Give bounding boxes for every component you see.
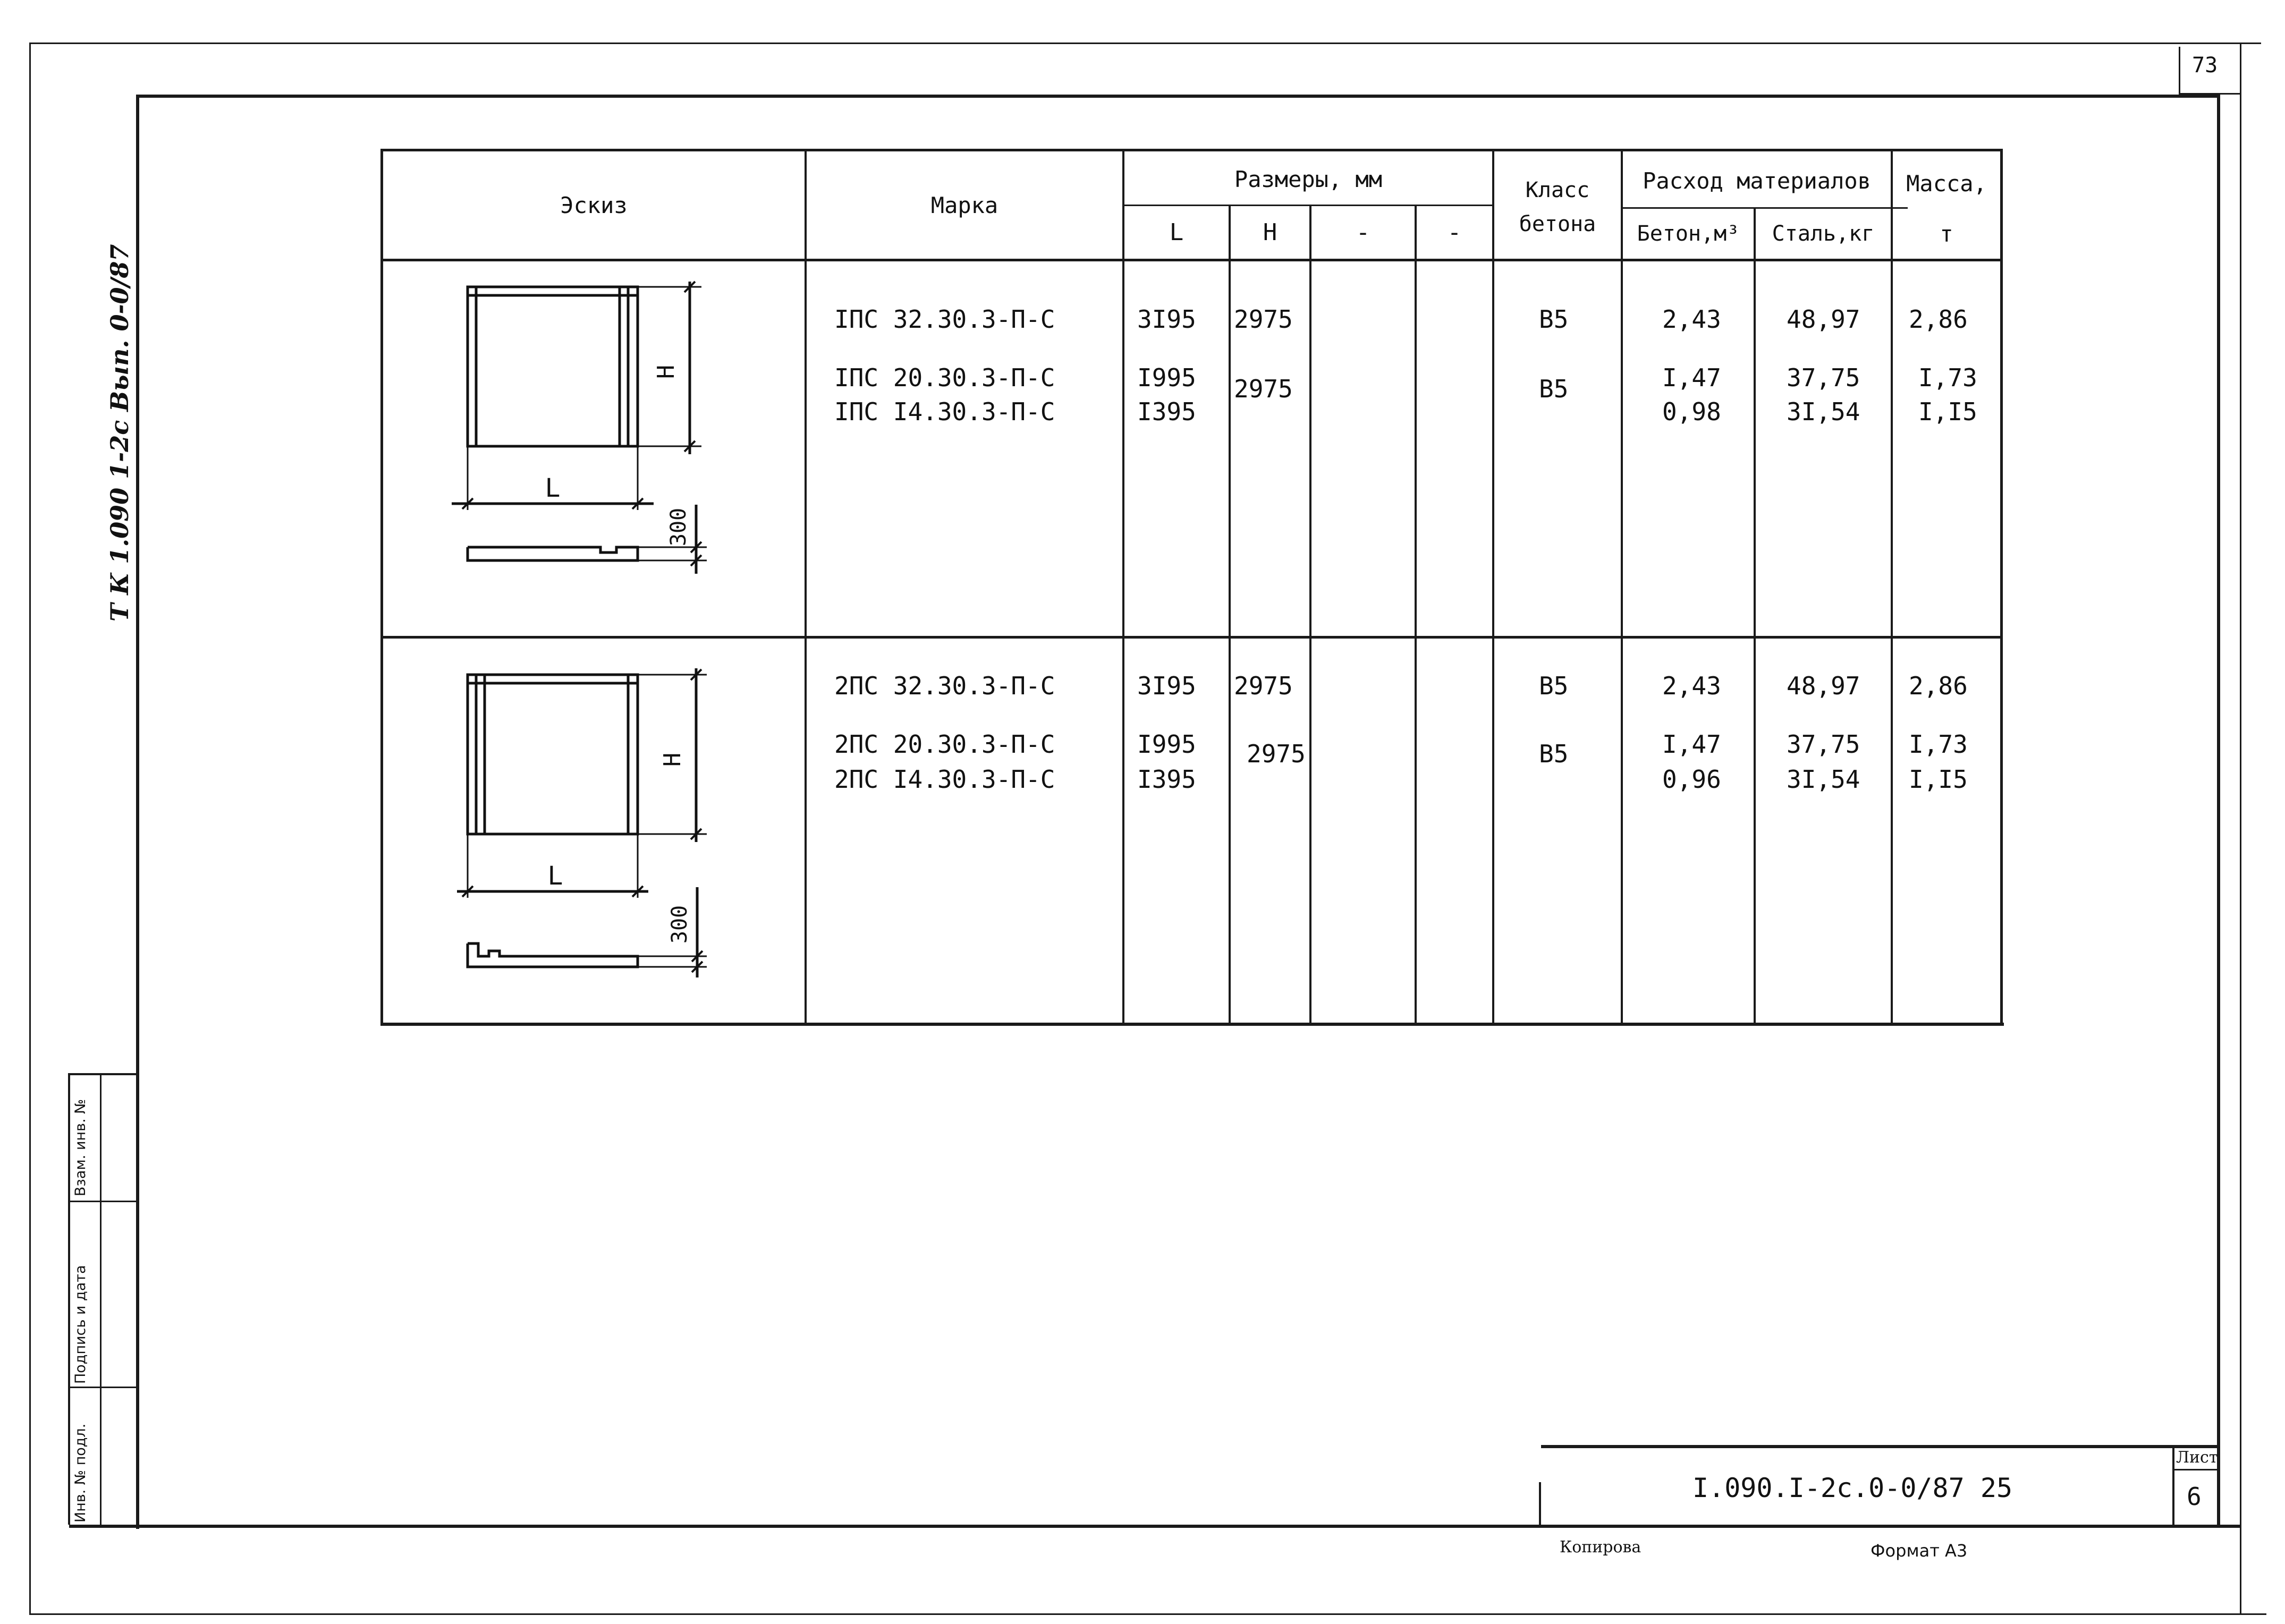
row-class: В5	[1539, 739, 1569, 768]
row-mass: I,73	[1918, 363, 1977, 392]
sheet-box-divider	[2172, 1469, 2219, 1470]
stamp-inv-no: Инв. № подл.	[72, 1423, 89, 1523]
footer-copied: Копирова	[1560, 1538, 1641, 1557]
stamp-signature-date: Подпись и дата	[72, 1265, 89, 1384]
sketch-dim-L: L	[545, 473, 561, 503]
header-mass-unit: т	[1940, 220, 1953, 247]
header-mark: Марка	[930, 192, 998, 218]
row-mass: I,73	[1909, 730, 1968, 759]
header-dimensions: Размеры, мм	[1234, 166, 1383, 192]
title-block-left	[1539, 1482, 1541, 1527]
row-concrete: 0,96	[1662, 765, 1721, 794]
sketch-dim-300: 300	[667, 905, 692, 944]
row-mass: I,I5	[1918, 397, 1977, 426]
row-L: I995	[1137, 730, 1196, 759]
row-mark: IПС 20.30.3-П-С	[834, 363, 1055, 392]
row-L: 3I95	[1137, 305, 1196, 334]
header-dim-blank-2: -	[1447, 219, 1462, 246]
row-L: I395	[1137, 765, 1196, 794]
row-concrete: 0,98	[1662, 397, 1721, 426]
header-sketch: Эскиз	[560, 192, 628, 218]
outer-frame-top	[29, 42, 2261, 44]
row-steel: 37,75	[1787, 363, 1860, 392]
row-class: В5	[1539, 375, 1569, 403]
row-H: 2975	[1234, 671, 1293, 700]
row-class: В5	[1539, 305, 1569, 334]
row-steel: 3I,54	[1787, 765, 1860, 794]
inner-frame-top	[139, 95, 2220, 98]
row-H: 2975	[1234, 305, 1293, 334]
header-concrete-m3: Бетон,м³	[1637, 222, 1740, 246]
row-L: 3I95	[1137, 671, 1196, 700]
sheet-number: 6	[2187, 1482, 2202, 1511]
row-steel: 48,97	[1787, 305, 1860, 334]
inner-frame-left	[136, 95, 139, 1529]
stamp-replace-inv: Взам. инв. №	[72, 1099, 89, 1196]
outer-frame-bottom	[29, 1613, 2266, 1615]
row-steel: 3I,54	[1787, 397, 1860, 426]
row-mark: IПС 32.30.3-П-С	[834, 305, 1055, 334]
inner-frame-right	[2217, 95, 2220, 1528]
panel-sketch-2	[436, 653, 733, 983]
sketch-dim-L: L	[547, 861, 563, 891]
row-concrete: 2,43	[1662, 305, 1721, 334]
panel-sketch-1	[436, 271, 733, 579]
row-mark: 2ПС I4.30.3-П-С	[834, 765, 1055, 794]
outer-frame-left	[29, 42, 31, 1615]
row-H: 2975	[1247, 739, 1306, 768]
header-steel-kg: Сталь,кг	[1772, 222, 1875, 246]
sheet-box-left	[2172, 1445, 2174, 1527]
sketch-dim-300: 300	[666, 507, 691, 547]
row-mass: I,I5	[1909, 765, 1968, 794]
footer-format: Формат А3	[1871, 1541, 1968, 1561]
row-concrete: 2,43	[1662, 671, 1721, 700]
row-concrete: I,47	[1662, 730, 1721, 759]
header-concrete-class: Класс бетона	[1519, 178, 1596, 236]
row-mass: 2,86	[1909, 671, 1968, 700]
header-dim-blank-1: -	[1356, 219, 1370, 246]
title-block-top	[1541, 1445, 2219, 1448]
outer-frame-right	[2240, 42, 2241, 1615]
side-document-label: Т К 1.090 1-2с Вып. 0-0/87	[105, 244, 134, 622]
row-concrete: I,47	[1662, 363, 1721, 392]
header-dim-H: H	[1263, 219, 1277, 246]
doc-code: I.090.I-2c.0-0/87 25	[1692, 1473, 2013, 1503]
row-steel: 37,75	[1787, 730, 1860, 759]
row-L: I995	[1137, 363, 1196, 392]
row-mark: 2ПС 20.30.3-П-С	[834, 730, 1055, 759]
row-mark: IПС I4.30.3-П-С	[834, 397, 1055, 426]
header-dim-L: L	[1169, 219, 1184, 246]
row-mass: 2,86	[1909, 305, 1968, 334]
sketch-dim-H: H	[659, 752, 686, 767]
header-materials: Расход материалов	[1643, 167, 1871, 194]
row-steel: 48,97	[1787, 671, 1860, 700]
sketch-dim-H: H	[653, 364, 680, 379]
sheet-label: Лист	[2176, 1448, 2218, 1467]
header-mass: Масса,	[1906, 170, 1987, 197]
row-mark: 2ПС 32.30.3-П-С	[834, 671, 1055, 700]
row-H: 2975	[1234, 375, 1293, 403]
inner-frame-bottom	[69, 1525, 2240, 1528]
side-stamp	[68, 1073, 131, 1525]
row-class: В5	[1539, 671, 1569, 700]
top-sheet-number: 73	[2192, 53, 2218, 78]
row-L: I395	[1137, 397, 1196, 426]
